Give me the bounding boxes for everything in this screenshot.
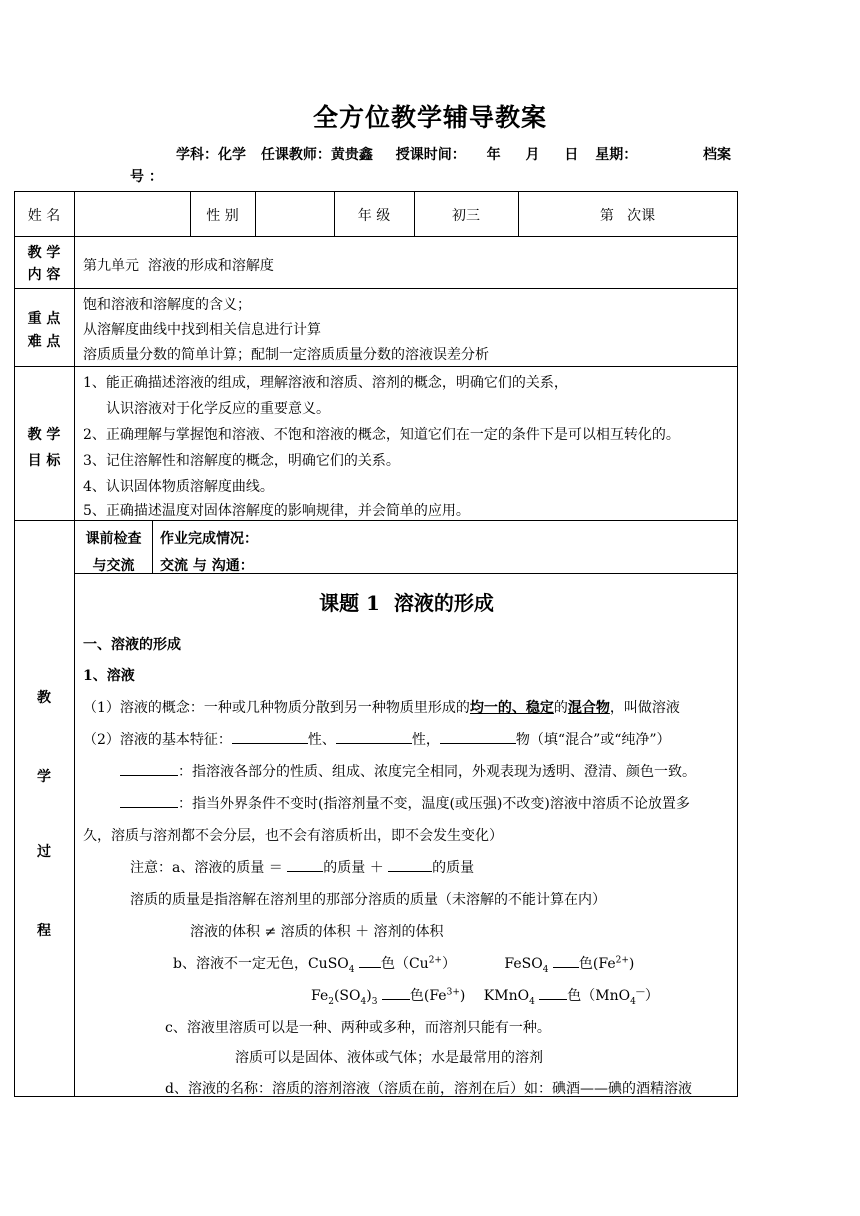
weekday: 星期： (595, 147, 638, 163)
key-line: 饱和溶液和溶解度的含义； (83, 297, 251, 313)
archive-no: 号 ： (130, 169, 163, 185)
process-label: 过 (37, 844, 51, 860)
key-line: 溶质质量分数的简单计算；配制一定溶质质量分数的溶液误差分析 (83, 347, 489, 363)
goal-line: 3、记住溶解性和溶解度的概念，明确它们的关系。 (83, 453, 400, 469)
teacher: 任课教师：黄贵鑫 (260, 147, 373, 163)
solution-features: （2）溶液的基本特征： 性、 性， 物（填“混合”或“纯净”） (83, 729, 671, 749)
note-c: c、溶液里溶质可以是一种、两种或多种，而溶剂只能有一种。 (165, 1020, 551, 1036)
note-b-cont: $Fe_2(SO_4)_3$ 色$(Fe^{3+})$ KMnO$_4$ 色（MnO$_4$—） (311, 985, 659, 1007)
grade-label: 年 级 (357, 208, 391, 224)
stability-note: ：指当外界条件不变时(指溶剂量不变，温度(或压强)不改变)溶液中溶质不论放置多 (120, 793, 690, 813)
homework-status: 作业完成情况： (160, 531, 258, 547)
key-label-1: 重 点 (27, 311, 61, 327)
exchange-label: 交流 与 沟通： (160, 558, 254, 574)
goal-line: 4、认识固体物质溶解度曲线。 (83, 479, 274, 495)
content-label-1: 教 学 (27, 245, 61, 261)
header-meta (176, 144, 647, 164)
grade-value: 初三 (452, 208, 480, 224)
subject: 学科：化学 (176, 147, 246, 163)
year: 年 (486, 147, 501, 163)
archive-label: 档案 (703, 147, 731, 163)
section-heading: 一、溶液的形成 (83, 637, 181, 653)
note-volume: 溶液的体积 ≠ 溶质的体积 ＋ 溶剂的体积 (190, 924, 444, 940)
goal-line: 2、正确理解与掌握饱和溶液、不饱和溶液的概念，知道它们在一定的条件下是可以相互转化的。 (83, 427, 680, 443)
goal-label-2: 目 标 (27, 453, 61, 469)
note-b: b、溶液不一定无色，CuSO$_4$ 色$(Cu^{2+})$ FeSO$_4$ 色$(Fe^{2+})$ (173, 953, 634, 975)
note-a: 注意：a、溶液的质量 ＝ 的质量 ＋ 的质量 (130, 857, 474, 877)
goal-label-1: 教 学 (27, 427, 61, 443)
gender-label: 性 别 (206, 208, 239, 224)
process-label: 教 (37, 690, 51, 706)
content-value: 第九单元 溶液的形成和溶解度 (83, 258, 274, 274)
key-line: 从溶解度曲线中找到相关信息进行计算 (83, 322, 321, 338)
month: 月 (525, 147, 540, 163)
page-title: 全方位教学辅导教案 (312, 103, 547, 132)
note-solute-mass: 溶质的质量是指溶解在溶剂里的那部分溶质的质量（未溶解的不能计算在内） (130, 892, 606, 908)
subsection-heading: 1、溶液 (83, 668, 135, 684)
uniformity-note: ：指溶液各部分的性质、组成、浓度完全相同，外观表现为透明、澄清、颜色一致。 (120, 761, 696, 781)
check-label-1: 课前检查 (85, 531, 142, 547)
note-d: d、溶液的名称：溶质的溶剂溶液（溶质在前，溶剂在后）如：碘酒——碘的酒精溶液 (165, 1081, 692, 1097)
goal-line: 认识溶液对于化学反应的重要意义。 (106, 401, 330, 417)
note-c-cont: 溶质可以是固体、液体或气体；水是最常用的溶剂 (235, 1050, 543, 1066)
process-label: 程 (37, 923, 51, 939)
lesson-title: 课题 1 溶液的形成 (319, 591, 494, 615)
stability-note-cont: 久，溶质与溶剂都不会分层，也不会有溶质析出，即不会发生变化） (83, 828, 503, 844)
solution-definition: （1）溶液的概念：一种或几种物质分散到另一种物质里形成的均一的、稳定的混合物，叫做溶液 (83, 700, 680, 716)
content-label-2: 内 容 (27, 267, 61, 283)
day: 日 (564, 147, 579, 163)
lesson-count: 第 次课 (599, 208, 656, 224)
name-label: 姓 名 (27, 208, 61, 224)
lesson-time: 授课时间： (395, 147, 466, 163)
goal-line: 5、正确描述温度对固体溶解度的影响规律，并会简单的应用。 (83, 503, 470, 519)
goal-line: 1、能正确描述溶液的组成，理解溶液和溶质、溶剂的概念，明确它们的关系， (83, 375, 568, 391)
process-label: 学 (37, 769, 51, 785)
key-label-2: 难 点 (27, 334, 61, 350)
check-label-2: 与交流 (92, 558, 135, 574)
